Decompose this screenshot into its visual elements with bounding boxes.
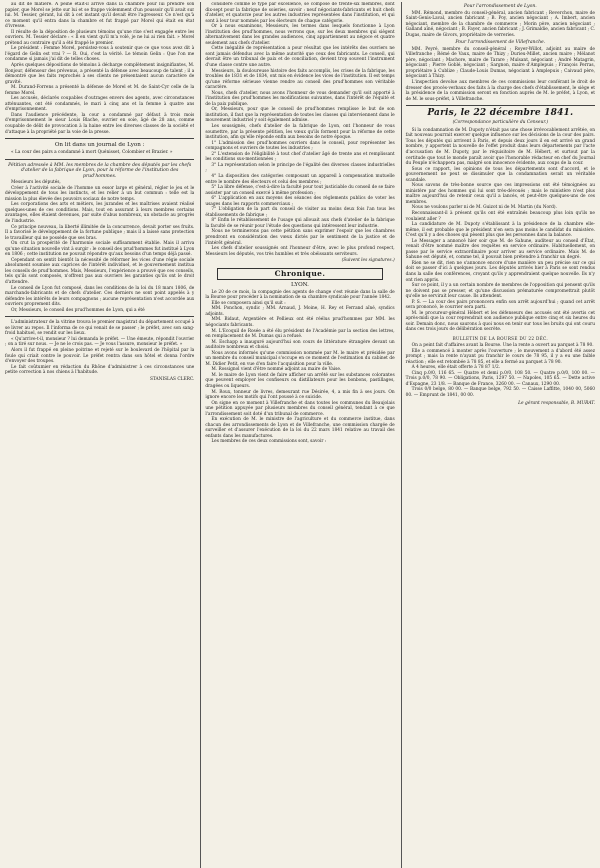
news-item: Elle se composera ainsi qu'il suit : [211, 300, 286, 306]
article-paragraph: considéré comme le type par excellence, se compose de trente-six membres, dont dix-sept pour la fabrique de soieries, savoir : neuf négociants-fabricants et huit chefs d'atelier, et quatorze pour les autres industries représentées dans l'institution, et qui sont à leur tour nommés par les électeurs de chaque catégorie. [205, 2, 395, 24]
petition-item: 3° La représentation selon le principe de l'égalité des diverses classes industrielles ; [205, 162, 395, 174]
article-paragraph: La candidature de M. Dupoty s'établissant à la présidence de la chambre elle-même, il est probable que le président n'en sera pas moins le candidat du ministère. C'est qu'il y a des choses qui pèsent plus que les personnes dans la balance. [405, 222, 595, 239]
news-item: M. Roux, tonneur de livres, demeurant rue Désirée, 4, a mis fin à ses jours. On ignore encore les motifs qui l'ont poussé à ce suicide. [205, 389, 395, 401]
article-paragraph: Dans l'audience précédente, la cour a condamné par défaut à trois mois d'emprisonnement le sieur Louis Blache, ouvrier en soie, âgé de 28 ans, comme coupable de délit de provocation à la haine entre les diverses classes de la société et d'attaque à la propriété par la voie de la presse. [5, 112, 195, 135]
article-paragraph: Les accusés, déclarés coupables d'outrages envers des agents, avec circonstances atténuantes, ont été condamnés, le mari à cinq ans et la femme à quatre ans d'emprisonnement. [5, 96, 195, 113]
article-paragraph: Cependant on sentit bientôt la nécessité de réformer les vices d'une régie sociale absolument soumise aux caprices de l'intérêt individuel, et le gouvernement institua les conseils de prud'hommes. Mais, Messieurs, l'expérience a prouvé que ces conseils, tels qu'ils sont composés, n'offrent pas aux ouvriers les garanties qu'ils ont le droit d'attendre. [5, 257, 195, 286]
column-2 [200, 2, 394, 868]
petition-item: 7° L'obligation de la part du conseil de visiter au moins deux fois l'an tous les établissements de fabrique ; [205, 207, 395, 218]
commission-members: MM. Peyré, membre du conseil-général ; Royer-Willot, adjoint au maire de Villefranche ; Rémé de Vaux, maire de Thizy ; Durieu-Millet, ancien maire ; Mélanot père, négociant ; Machore, maire de Tarare ; Mulsant, négociant ; André Matagrin, négociant ; Pierre Goblé, négociant ; Sargnon, maire d'Amplepuis ; François Perras, propriétaire à Cublize ; Claude-Louis Dumas, négociant à Amplepuis ; Caivaud père, négociant à Thizy. [405, 46, 595, 80]
article-paragraph: Or, Messieurs, pour que le conseil de prud'hommes remplisse le but de son institution, il faut que la représentation de toutes les classes qui interviennent dans le mouvement industriel y soit également admise. [205, 107, 395, 124]
news-item: Le 20 de ce mois, la compagnie des agents de change s'est réunie dans la salle de la Bourse pour procéder à la nomination de sa chambre syndicale pour l'année 1842. [205, 289, 395, 301]
article-paragraph: Reconnaissant-il à présent qu'ils ont été entraînés beaucoup plus loin qu'ils ne voulaient aller ? [405, 211, 595, 222]
article-paragraph: Sous ce rapport, les opinions de tous les départements sont d'accord, et le gouvernement ne peut se dissimuler que la condamnation serait un véritable scandale. [405, 166, 595, 183]
article-paragraph: Le conseil de Lyon fut composé, dans les conditions de la loi du 18 mars 1806, de marchands-fabricants et de chefs d'atelier. Ces derniers ne sont point appelés à y défendre les intérêts de leurs compagnons ; aucune représentation n'est accordée aux ouvriers proprement dits. [5, 285, 195, 308]
article-paragraph: Messieurs, la douloureuse histoire des faits accomplis, les crises de la fabrique, les troubles de 1831 et de 1834, ont mis en évidence les vices de l'institution. Il est temps qu'une réforme sérieuse vienne rendre au conseil des prud'hommes son véritable caractère. [205, 68, 395, 91]
article-paragraph: Nous savons de très-bonne source que ces impressions ont été témoignées au ministère par des hommes qui lui sont très-dévoués ; mais le ministère n'est plus maître aujourd'hui de retenir ceux qu'il a lancés, et peut-être quelques-uns de ces membres. [405, 183, 595, 205]
article-paragraph: Le président : Femme Morel, persistez-vous à soutenir que ce que vous avez dit à l'égard de Gelin est vrai ? — R. Oui, c'est la vérité. Le témoin Gelin : Que l'on me condamne si jamais j'ai dit de telles choses. [5, 46, 195, 63]
article-paragraph: Nous ne voulons parler ni de M. Guizot ni de M. Martin (du Nord). [411, 205, 557, 211]
article-paragraph: M. le procureur-général Hébert et les défenseurs des accusés ont été avertis cet après-midi que la cour reprendrait son audience publique entre cinq et six heures du soir. Demain donc, nous saurons à quoi nous en tenir sur tous les bruits qui ont couru dans ces trois jours de délibération secrète. [405, 310, 595, 333]
article-paragraph: Les chefs d'atelier soussignés ont l'honneur d'être, avec le plus profond respect, Messieurs les députés, vos très humbles et très obéissants serviteurs. [205, 246, 395, 257]
gerant-signature: Le gérant responsable, B. MURAT. [518, 400, 595, 406]
article-paragraph: Sur ce point, il y a un certain nombre de membres de l'opposition qui pensent qu'ils ne doivent pas se presser, et qu'une discussion prématurée compromettrait plutôt qu'elle ne servirait leur cause. Ils attendent. [405, 283, 595, 300]
article-paragraph: Il résulte de la déposition de plusieurs témoins qu'une rixe s'est engagée entre les ouvriers. M. Tessier déclare : « Il en vient qu'il m'a volé, je ne lui ai rien fait. » Morel prétend au contraire qu'il a été frappé le premier. [5, 29, 195, 46]
petition-item: 5° La libre défense, c'est-à-dire la faculté pour tout justiciable du conseil de se faire assister par un conseil exercé à même profession ; [205, 185, 395, 196]
article-paragraph: Les corporations des arts et métiers, les jurandes et les maîtrises avaient réalisé quelques-unes de ces conditions. Mais, tout en assurant à leurs membres certains avantages, elles étaient devenues, par suite d'abus nombreux, un obstacle au progrès de l'industrie. [5, 202, 195, 224]
article-paragraph: « Qu'arrive-t-il, monsieur ? lui demanda le préfet. — Une émeute, répondit l'ouvrier ; on a tiré sur nous. — Je ne le crois pas. — Je vous l'assure, monsieur le préfet. » [5, 336, 195, 348]
article-paragraph: On crut la prospérité de l'harmonie sociale suffisamment établie. Mais il arriva qu'une situation nouvelle vint à surgir : le conseil des prud'hommes fut institué à Lyon en 1806 ; cette institution ne pouvait répondre qu'aux besoins d'un temps déjà passé. [5, 241, 195, 258]
divider [5, 316, 194, 317]
article-paragraph: Après quelques dépositions de témoins à décharge complètement insignifiantes, M. Bonjour, défenseur des prévenus, a présenté la défense avec beaucoup de talent ; il a démontré que les faits reprochés à ses clients ne présentaient aucun caractère de gravité. [5, 63, 195, 85]
news-item: En exécution de M. le ministre de l'agriculture et du commerce institue, dans chacun des arrondissements de Lyon et de Villefranche, une commission chargée de surveiller et d'assurer l'exécution de la loi du 22 mars 1841 relative au travail des enfants dans les manufactures. [205, 417, 395, 439]
divider [5, 138, 194, 139]
section-heading: On lit dans un journal de Lyon : [54, 142, 145, 149]
article-paragraph: au dit de matière. A peine était-il arrivé dans la chambre pour lui prendre son papier, que Morel se jette sur lui et se frappe violemment d'un poussoir qu'il avait sur lui. M. Tessier, gérant, lui dit à cet instant qu'il devait être l'agresseur. Ce n'est qu'à ce moment qu'il entra dans la chambre et fut frappé par Morel qui était en état d'ivresse. [5, 2, 195, 30]
section-heading-lyon: LYON. [291, 281, 309, 288]
section-heading: Pour l'arrondissement de Villefranche. [455, 40, 546, 46]
petition-heading: Pétition adressée à MM. les membres de la chambre des députés par les chefs d'atelier de la fabrique de Lyon, pour la réforme de l'institution des prud'hommes. [8, 162, 192, 179]
bourse-quotes: Trois 0/0 belge, 80 00. — Banque belge, 792 50. — Caisse Laffitte, 1040 00, 5060 00. — Emprunt de 1841, 00 00. [405, 387, 595, 398]
column-3 [401, 2, 595, 868]
paris-dateline: Paris, le 22 décembre 1841. [406, 105, 595, 119]
article-paragraph: Le Messager a annoncé hier soir que M. de Sahune, auditeur au conseil d'État, venait d'être nommé maître des requêtes en service ordinaire. Habituellement, on passe par le service extraordinaire pour arriver au service ordinaire. Mais M. de Sahune est député, et, comme tel, il pouvait bien prétendre à franchir un degré. [405, 238, 595, 261]
news-item: M. Eschapp a inauguré aujourd'hui son cours de littérature étrangère devant un auditoire nombreux et choisi. [205, 339, 395, 351]
article-paragraph: Si la condamnation de M. Dupoty n'était pas une chose irrévocablement arrêtée, on fait nouveau pourrait exercer quelque influence sur les décisions de la cour des pairs. Tous les députés qui arrivent à Paris, et depuis deux jours il en est arrivé un grand nombre, y apportent la nouvelle de l'effet produit dans leurs départements par l'acte d'accusation de M. Dupoty, par le réquisitoire de M. Hébert, et surtout par la certitude que tout le monde paraît avoir que l'honorable rédacteur en chef du Journal du Peuple n'échappera pas, malgré son innocence évidente, aux coups de la cour. [405, 127, 595, 167]
news-item: M. L'Ecoquil de Rosée a été élu président de l'Académie par la section des lettres, en remplacement de M. Dumas qui a refusé. [205, 328, 395, 340]
article-paragraph: M. Durand-Forrens a présenté la défense de Morel et M. de Saint-Cyr celle de la femme Morel. [5, 85, 195, 96]
article-paragraph: P. S. — La cour des pairs prononcera enfin son arrêt aujourd'hui ; quand cet arrêt sera prononcé, le courrier sera parti. [405, 299, 595, 311]
article-paragraph: Cette inégalité de représentation a pour résultat que les intérêts des ouvriers ne sont jamais défendus avec la même autorité que ceux des fabricants. Le conseil, qui devrait être un tribunal de paix et de conciliation, devient trop souvent l'instrument d'une classe contre une autre. [205, 46, 395, 69]
news-item: On signe en ce moment à Villefranche et dans toutes les communes du Beaujolais une pétition appuyée par plusieurs membres du conseil général, tendant à ce que l'arrondissement soit doté d'un tribunal de commerce. [205, 400, 395, 417]
news-item: Nous avons informés qu'une commission nommée par M. le maire et présidée par un membre du conseil municipal s'occupe en ce moment de l'estimation du cabinet de M. Didier Petit, en vue d'en faire l'acquisition pour la ville. [205, 350, 395, 367]
bourse-paragraph: Elle a commencé à monter après l'ouverture ; le mouvement a d'abord été assez prompt ; mais la rente n'ayant pu franchir le cours de 78 95, il y a eu une faible réaction ; elle est retombée à 78 85, et elle a fermé au parquet à 78 90. [405, 348, 595, 365]
article-paragraph: Rien ne se dit, rien ne s'annonce encore d'une manière un peu précise sur ce qui doit se passer d'ici à quelques jours. Les députés arrivés hier à Paris se sont rendus dans la salle des conférences, croyant qu'ils y apprendraient quelque nouvelle. Ils n'y ont rien appris. [405, 260, 595, 283]
bourse-paragraph: A 4 heures, elle était offerte à 78 87 1/2. [411, 365, 501, 371]
article-paragraph: Créer à l'activité sociale de l'homme un essor large et général, régler le jeu et le développement de tous les instincts, et les relier à un but commun : telle est la mission la plus élevée des pouvoirs sociaux de notre temps. [5, 185, 195, 202]
commission-members: MM. Rémond, membre du conseil-général, ancien fabricant ; Reverchon, maire de Saint-Genis-Laval, ancien fabricant ; B. Poy, ancien négociant ; A. Imbert, ancien négociant, membre de la chambre de commerce ; Morin père, ancien négociant ; Galland aîné, négociant ; B. Fayer, ancien fabricant ; J. Grimaldie, ancien fabricant ; C. Dugas, maire de Givors, propriétaire de verreries. [405, 10, 595, 38]
petition-item: 8° Enfin le rétablissement de l'usage qui allouait aux chefs d'atelier de la fabrique la faculté de se réunir pour l'étude des questions qui intéressent leur industrie. [205, 218, 395, 229]
correspondence-subtitle: (Correspondance particulière du Censeur.) [452, 120, 549, 126]
article-paragraph: Nous ne terminerons pas cette pétition sans exprimer l'espoir que les chambres prendront en considération des vœux dictés par le sentiment de la justice et de l'intérêt général. [205, 229, 395, 246]
bourse-bulletin-heading: BULLETIN DE LA BOURSE DU 22 DÉC. [452, 336, 548, 342]
petition-item: 6° L'application en aux moyens des séances des règlements publics de voter les usages dans les rapports commerciaux ; [205, 196, 395, 207]
article-paragraph: « La cour des pairs a condamné à mort Quénisset, Colombier et Brazier. » [11, 150, 173, 156]
article-paragraph: Le fait coûtumier en rédaction du Rhône d'administrer à ces circonstances une petite correction à nos chiens à l'habitude. [5, 364, 195, 376]
news-item: M. Rossignol vient d'être nommé adjoint au maire de Vaise. [211, 367, 342, 373]
article-paragraph: Les soussignés, chefs d'atelier de la fabrique de Lyon, ont l'honneur de vous soumettre, par la présente pétition, les vœux qu'ils forment pour la réforme de cette institution, afin qu'elle réponde enfin aux besoins de notre époque. [205, 124, 395, 141]
column-1 [5, 2, 194, 868]
article-paragraph: Or à nous examinons, Messieurs, les termes dans lesquels fonctionne à Lyon l'institution des prud'hommes, nous verrons que, sur les deux membres qui siègent alternativement dans les grandes audiences, cinq appartiennent au négoce et quatre seulement aux chefs d'atelier. [205, 24, 395, 46]
petition-item: 4° La disposition des catégories composant un appareil à compensation mutuelle entre le nombre des électeurs et celui des membres ; [205, 173, 395, 185]
bourse-paragraph: On a peint fait d'affaires avant la Bourse. Une la rente a ouvert au parquet à 78 90. [411, 343, 594, 349]
article-paragraph: Or, Messieurs, le conseil des prud'hommes de Lyon, qui a été [11, 307, 145, 313]
divider [5, 159, 194, 160]
news-item: MM. Bidaut, Argentière et Pellieux ont été réélus prud'hommes par MM. les négociants fabricants. [205, 317, 395, 328]
signatures-note: (Suivent les signatures.) [341, 258, 395, 264]
article-paragraph: Alors il fut frappé en pleine poitrine et rejeté sur le boulevard de l'hôpital par la foule qui criait contre le pouvoir. Le préfet rentra dans son hôtel et donna l'ordre d'envoyer des troupes. [5, 348, 195, 365]
section-heading: Pour l'arrondissement de Lyon. [463, 4, 537, 9]
article-paragraph: L'administrateur de la vitrine trouva le premier magistrat du département occupé à se livrer au repos. Il l'informa de ce qui venait de se passer ; le préfet, avec son sang-froid habituel, se rendit sur les lieux. [5, 320, 195, 337]
article-paragraph: Ce principe nouveau, la liberté illimitée de la concurrence, devait porter ses fruits. Il a favorisé le développement de la fortune publique ; mais il a laissé sans protection le travailleur qui ne possède que ses bras. [5, 224, 195, 241]
chronique-heading: Chronique. [217, 268, 382, 280]
news-item: MM. Ponchon, syndic ; MM. Arnaud, J. Moine, H. Rey et Ferrand aîné, syndics adjoints. [205, 306, 395, 317]
news-item: M. le maire de Lyon vient de faire afficher un arrêté sur les substances colorantes que peuvent employer les confiseurs ou distillateurs pour les bonbons, pastillages, dragées ou liqueurs. [205, 372, 395, 389]
article-paragraph: Nous, chefs d'atelier, nous avons l'honneur de vous demander qu'il soit apporté à l'institution des prud'hommes les modifications suivantes, dans l'intérêt de l'équité et de la paix publique. [205, 90, 395, 107]
news-item: Les membres de ces deux commissions sont, savoir : [211, 439, 327, 445]
salutation: Messieurs les députés, [11, 180, 61, 186]
petition-item: 1° L'admission des prud'hommes ouvriers dans le conseil, pour représenter les compagnons et ouvriers de toutes les industries ; [205, 140, 395, 152]
article-paragraph: L'inspection devolue aux membres de ces commissions leur conférant le droit de dresser des procès-verbaux des faits à la charge des chefs d'établissement, le siège et la présidence de la commission seront en fonction auprès de M. le préfet, à Lyon, et de M. le sous-préfet, à Villefranche. [405, 80, 595, 102]
author-signature: STANISLAS CLERC. [149, 376, 195, 382]
petition-item: 2° L'extension de l'éligibilité à tout chef d'atelier âgé de trente ans et remplissant les conditions sus-mentionnées ; [205, 151, 395, 163]
bourse-quotes: Cinq p.0/0, 116 65. — Quatre et demi p.0/0, 108 50. — Quatre p.0/0, 100 00. — Trois p.0/0, 78 90. — Obligations, Paris, 1297 50. — Napoles, 105 65. — Dette active d'Espagne, 23 1/8. — Banque de France, 3260 00. — Canaux, 1290 00. [405, 370, 595, 387]
